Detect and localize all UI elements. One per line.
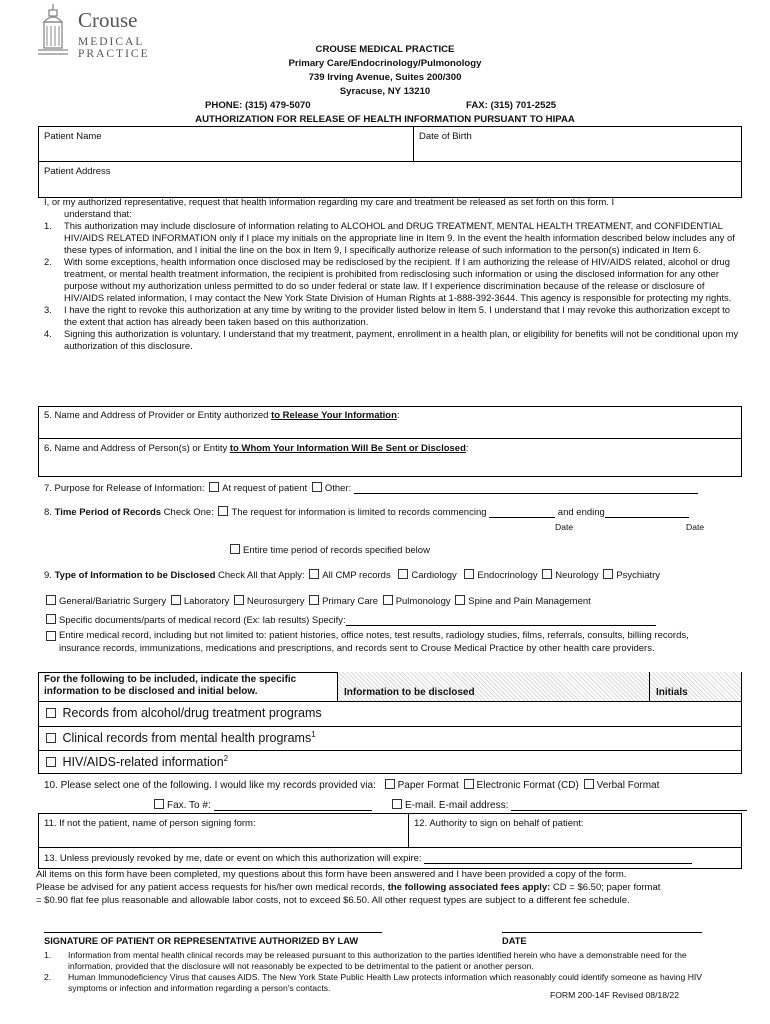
expiration-field[interactable] [424,863,692,864]
checkbox[interactable] [398,569,408,579]
option-label: At request of patient [222,483,308,494]
footnotes [44,950,704,994]
table-header-initials: Initials [656,687,688,698]
other-purpose-field[interactable] [354,493,698,494]
option-label: Neurology [555,570,599,581]
divider [38,161,742,162]
checkbox[interactable] [464,779,474,789]
signature-line[interactable] [44,932,382,933]
section-6-label: 6. Name and Address of Person(s) or Entity to Whom Your Information Will Be Sent or Disclosed: [44,443,469,454]
divider [38,701,742,702]
list-item: 1. This authorization may include disclosure of information relating to ALCOHOL and DRUG TREATMENT, MENTAL HEALTH TREATMENT, and CONFIDENTIAL HIV/AIDS RELATED INFORMATION only if I place my initials on the appropriate line in Item 9. In the event the health information described below includes any of these types of information, and I initial the line on the box in Item 9, I specifically authorize release of such information to the person(s) indicated in Item 6. [44,220,735,255]
form-title: AUTHORIZATION FOR RELEASE OF HEALTH INFORMATION PURSUANT TO HIPAA [195,114,575,125]
option-label: Spine and Pain Management [468,596,591,607]
intro-line: I, or my authorized representative, request that health information regarding my care and treatment be released as set forth on this form. I [44,196,615,207]
checkbox[interactable] [234,595,244,605]
email-field[interactable] [511,810,747,811]
and-ending-label: and ending [557,507,605,518]
checkbox[interactable] [230,544,240,554]
section-10-label: 10. Please select one of the following. I would like my records provided via: [44,780,376,791]
section-10 [44,779,744,791]
section-8: 8. Time Period of Records Check One: The request for information is limited to records commencing and ending [44,506,742,518]
checkbox[interactable] [383,595,393,605]
option-label: Electronic Format (CD) [476,780,579,791]
divider [38,750,742,751]
divider [38,726,742,727]
fax: FAX: (315) 701-2525 [466,100,557,111]
closing-line: = $0.90 flat fee plus reasonable and allowable labor costs, not to exceed $6.50. All other request types are subject to a different fee schedule. [36,895,630,906]
divider [649,672,650,701]
footnote: 1. Information from mental health clinical records may be released pursuant to this authorization to the parties identified herein who have a demonstrable need for the information, provided that the disclosure will not reasonably be expected to be detrimental to the patient or another person. [44,950,687,971]
option-label: The request for information is limited to records commencing [231,507,487,518]
option-label: Paper Format [397,780,459,791]
section-8-label: Time Period of Records [54,507,162,518]
option-label: Laboratory [183,596,230,607]
checkbox[interactable] [46,631,56,641]
checkbox[interactable] [46,708,56,718]
section-11-label: 11. If not the patient, name of person signing form: [44,818,256,829]
specify-field[interactable] [346,625,656,626]
signature-label: SIGNATURE OF PATIENT OR REPRESENTATIVE AUTHORIZED BY LAW [44,936,359,946]
table-header-info: Information to be disclosed [344,687,475,698]
table-row: Records from alcohol/drug treatment programs [44,706,322,720]
checkbox[interactable] [312,482,322,492]
checkbox[interactable] [46,595,56,605]
footnote: 2. Human Immunodeficiency Virus that causes AIDS. The New York State Public Health Law protects information which reasonably could identify someone as having HIV symptoms or infection and information regarding a person's contacts. [44,972,703,993]
list-item: 2. With some exceptions, health information once disclosed may be redisclosed by the recipient. If I am authorizing the release of HIV/AIDS related, alcohol or drug treatment, or mental health treatment information, the recipient is prohibited from redisclosing such information or using the disclosed information for any other purpose without my authorization unless permitted to do so under federal or state law. If I experience discrimination because of the release or disclosure of HIV/AIDS related information, I may contact the New York State Division of Human Rights at 1-888-392-3644. This agency is responsible for protecting my rights. [44,256,732,303]
checkbox[interactable] [309,595,319,605]
divider [408,813,409,847]
checkbox[interactable] [209,482,219,492]
section-13 [44,853,692,864]
list-item: 3. I have the right to revoke this authorization at any time by writing to the provider listed below in Item 5. I understand that I may revoke this authorization except to the extent that action has already been taken based on this authorization. [44,304,730,327]
form-id: FORM 200-14F Revised 08/18/22 [550,990,679,1000]
option-label: E-mail. E-mail address: [405,800,509,811]
dob-field[interactable] [485,128,739,158]
divider [413,126,414,161]
signature-date-label: DATE [502,936,527,946]
logo-name: Crouse [78,8,138,32]
option-label: Neurosurgery [246,596,305,607]
section-9-row-1: 9. Type of Information to be Disclosed Check All that Apply: All CMP records Cardiology Endocrinology Neurology Psychiatry [44,570,661,581]
org-name: CROUSE MEDICAL PRACTICE [315,44,455,55]
check-all: Check All that Apply: [218,570,305,581]
fax-option [152,799,372,811]
checkbox[interactable] [46,757,56,767]
divider [337,672,338,701]
option-label: Pulmonology [395,596,451,607]
closing-line: All items on this form have been completed, my questions about this form have been answered and I have been provided a copy of the form. [36,869,627,880]
option-label: Entire medical record, including but not limited to: patient histories, office notes, test results, radiology studies, films, referrals, consults, billing records, insurance records, immunizations, medications and prescriptions, and records sent to Crouse Medical Practice by other health care providers. [59,630,689,654]
specific-documents-option [44,614,744,626]
checkbox[interactable] [584,779,594,789]
section-5-label: 5. Name and Address of Provider or Entity authorized to Release Your Information: [44,410,400,421]
checkbox[interactable] [154,799,164,809]
entire-period-option [228,544,430,556]
checkbox[interactable] [46,614,56,624]
checkbox[interactable] [603,569,613,579]
email-option [390,799,747,811]
table-row: Clinical records from mental health programs$^1$ [44,730,316,745]
date-caption: Date [686,522,705,532]
option-label: Endocrinology [477,570,538,581]
date-line[interactable] [502,932,702,933]
section-12-label: 12. Authority to sign on behalf of patient: [414,818,584,829]
patient-address-label: Patient Address [44,166,111,177]
option-label: Cardiology [411,570,457,581]
specify-label: Specify: [311,615,346,626]
option-label: Verbal Format [596,780,660,791]
section-9-label: Type of Information to be Disclosed [54,570,216,581]
patient-name-field[interactable] [120,128,410,158]
provider-field[interactable] [44,423,738,437]
option-label: General/Bariatric Surgery [59,596,167,607]
divider [38,847,742,848]
closing-line: Please be advised for any patient access requests for his/her own medical records, the following associated fees apply: CD = $6.50; paper format [36,882,661,893]
patient-name-label: Patient Name [44,131,102,142]
department: Primary Care/Endocrinology/Pulmonology [288,58,482,69]
checkbox[interactable] [455,595,465,605]
table-row: HIV/AIDS-related information$^2$ [44,754,228,769]
option-label: Other: [324,483,352,494]
option-label: All CMP records [322,570,391,581]
start-date-field[interactable] [489,517,555,518]
fax-number-field[interactable] [214,810,372,811]
checkbox[interactable] [218,506,228,516]
logo-subtitle: MEDICAL PRACTICE [78,36,150,60]
checkbox[interactable] [464,569,474,579]
option-label: Specific documents/parts of medical record (Ex: lab results) [59,615,310,626]
closing-statement [36,868,748,907]
authority-field[interactable] [414,830,738,844]
phone: PHONE: (315) 479-5070 [205,100,311,111]
intro-line: understand that: [64,208,132,219]
section-7 [44,482,742,494]
table-header-instructions: For the following to be included, indicate the specific information to be disclosed and initial below. [44,674,297,697]
checkbox[interactable] [309,569,319,579]
address-line-1: 739 Irving Avenue, Suites 200/300 [308,72,462,83]
option-label: Psychiatry [616,570,661,581]
checkbox[interactable] [542,569,552,579]
understanding-statement [44,196,742,352]
option-label: Entire time period of records specified below [243,545,430,556]
checkbox[interactable] [171,595,181,605]
list-item: 4. Signing this authorization is voluntary. I understand that my treatment, payment, enrollment in a health plan, or eligibility for benefits will not be conditional upon my authorization of this disclosure. [44,328,739,351]
end-date-field[interactable] [605,517,689,518]
section-13-label: 13. Unless previously revoked by me, date or event on which this authorization will expire: [44,853,422,864]
address-line-2: Syracuse, NY 13210 [339,86,431,97]
checkbox[interactable] [385,779,395,789]
option-label: Primary Care [322,596,379,607]
section-7-label: 7. Purpose for Release of Information: [44,483,205,494]
patient-address-field[interactable] [130,164,738,196]
checkbox[interactable] [46,733,56,743]
checkbox[interactable] [392,799,402,809]
date-caption: Date [555,522,574,532]
option-label: Fax. To #: [167,800,211,811]
recipient-field[interactable] [44,458,738,474]
check-one: Check One: [163,507,214,518]
section-9-row-2 [44,595,744,607]
entire-record-option [44,629,724,655]
signer-name-field[interactable] [44,830,404,844]
dob-label: Date of Birth [419,131,472,142]
